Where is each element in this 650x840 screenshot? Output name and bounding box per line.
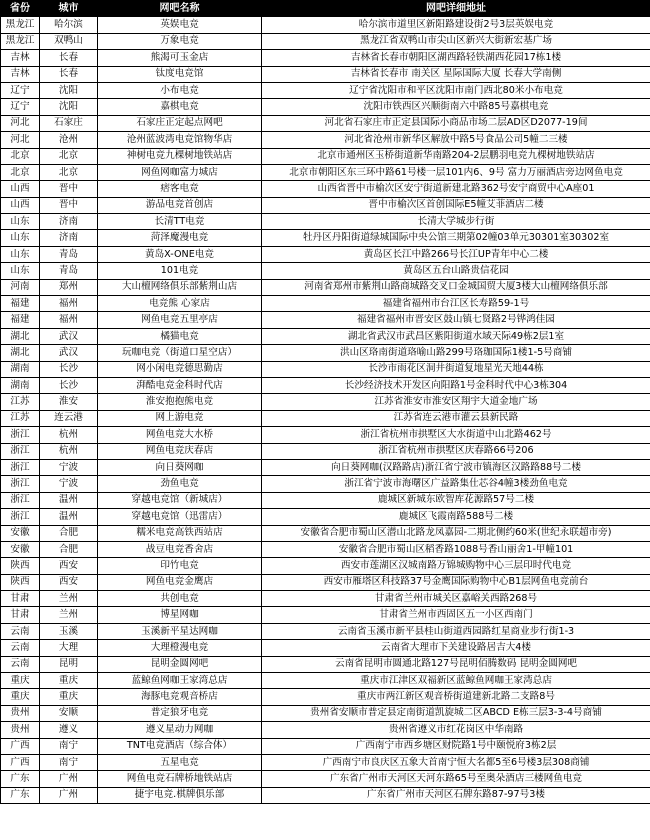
cell-name: 向日葵网咖 [98, 459, 262, 475]
cell-address: 广西南宁市西乡塘区财院路1号中颐悦府3栋2层 [262, 738, 650, 754]
cell-address: 河南省郑州市紫荆山路商城路交叉口金城国贸大厦3楼大山檀网络俱乐部 [262, 279, 650, 295]
cell-city: 连云港 [40, 410, 98, 426]
cell-province: 北京 [1, 148, 40, 164]
table-row [1, 689, 650, 705]
cell-city: 济南 [40, 230, 98, 246]
cell-city: 昆明 [40, 656, 98, 672]
cell-city: 宁波 [40, 476, 98, 492]
cell-city: 沧州 [40, 132, 98, 148]
table-row [1, 197, 650, 213]
cell-province: 安徽 [1, 541, 40, 557]
cell-province: 浙江 [1, 492, 40, 508]
cell-name: 大山檀网络俱乐部紫荆山店 [98, 279, 262, 295]
table-row [1, 525, 650, 541]
table-row [1, 296, 650, 312]
cell-province: 浙江 [1, 509, 40, 525]
cell-province: 浙江 [1, 476, 40, 492]
cell-name: 遵义星动力网咖 [98, 722, 262, 738]
table-row [1, 328, 650, 344]
cell-province: 湖北 [1, 345, 40, 361]
cell-city: 福州 [40, 296, 98, 312]
cell-address: 江苏省连云港市灌云县新民路 [262, 410, 650, 426]
table-row [1, 558, 650, 574]
cell-province: 云南 [1, 623, 40, 639]
table-row [1, 722, 650, 738]
cell-city: 哈尔滨 [40, 17, 98, 33]
cell-name: 101电竞 [98, 263, 262, 279]
cell-city: 福州 [40, 312, 98, 328]
cell-city: 安顺 [40, 705, 98, 721]
cell-name: 黄岛X-ONE电竞 [98, 246, 262, 262]
table-row [1, 705, 650, 721]
cell-city: 重庆 [40, 673, 98, 689]
cell-province: 广东 [1, 787, 40, 803]
cell-city: 晋中 [40, 181, 98, 197]
cell-name: TNT电竞酒店（综合体） [98, 738, 262, 754]
cell-name: 湃酷电竞金科时代店 [98, 377, 262, 393]
cell-province: 湖南 [1, 377, 40, 393]
cell-name: 长清TT电竞 [98, 214, 262, 230]
cell-city: 长春 [40, 66, 98, 82]
table-row [1, 377, 650, 393]
cell-province: 甘肃 [1, 591, 40, 607]
header-province: 省份 [1, 1, 40, 17]
cell-city: 温州 [40, 492, 98, 508]
cell-province: 山东 [1, 246, 40, 262]
cell-address: 长沙市雨花区洞井街道复地星光天地44栋 [262, 361, 650, 377]
cell-city: 沈阳 [40, 82, 98, 98]
table-row [1, 17, 650, 33]
table-row [1, 476, 650, 492]
cell-city: 北京 [40, 148, 98, 164]
cell-city: 兰州 [40, 607, 98, 623]
cell-name: 捷宇电竞.棋牌俱乐部 [98, 787, 262, 803]
cell-address: 安徽省合肥市蜀山区稻香路1088号香山丽舍1-甲幢101 [262, 541, 650, 557]
cell-address: 黄岛区五台山路贵信花园 [262, 263, 650, 279]
cell-address: 北京市通州区玉桥街道新华南路204-2层鹏羽电竞九棵树地铁站店 [262, 148, 650, 164]
cell-province: 山东 [1, 263, 40, 279]
cell-city: 南宁 [40, 754, 98, 770]
cell-name: 痞客电竞 [98, 181, 262, 197]
cell-province: 湖北 [1, 328, 40, 344]
cell-name: 网鱼电竞金鹰店 [98, 574, 262, 590]
cell-address: 长沙经济技术开发区向阳路1号金科时代中心3栋304 [262, 377, 650, 393]
table-row [1, 214, 650, 230]
cell-address: 贵州省安顺市普定县定南街道凯旋城二区ABCD E栋三层3-3-4号商铺 [262, 705, 650, 721]
cell-city: 遵义 [40, 722, 98, 738]
header-address: 网吧详细地址 [262, 1, 650, 17]
cell-address: 河北省沧州市新华区解放中路5号食品公司5幢二三楼 [262, 132, 650, 148]
cell-name: 网鱼电竞五里亭店 [98, 312, 262, 328]
table-row [1, 656, 650, 672]
cell-province: 河北 [1, 132, 40, 148]
cell-name: 糯米电竞高铁西站店 [98, 525, 262, 541]
table-row [1, 738, 650, 754]
table-row [1, 50, 650, 66]
table-row [1, 410, 650, 426]
table-row [1, 591, 650, 607]
cell-province: 河北 [1, 115, 40, 131]
cell-address: 安徽省合肥市蜀山区潜山北路龙凤嘉园-二期北侧约60米(世纪永联超市旁) [262, 525, 650, 541]
table-row [1, 181, 650, 197]
cell-province: 山西 [1, 197, 40, 213]
cell-city: 长沙 [40, 377, 98, 393]
cell-city: 长春 [40, 50, 98, 66]
cell-name: 电竞熊 心家店 [98, 296, 262, 312]
cell-city: 大理 [40, 640, 98, 656]
cell-province: 浙江 [1, 427, 40, 443]
cell-address: 福建省福州市晋安区鼓山镇七贤路2号铧鸿佳园 [262, 312, 650, 328]
cell-city: 宁波 [40, 459, 98, 475]
table-row [1, 771, 650, 787]
cell-city: 西安 [40, 574, 98, 590]
cell-address: 广西南宁市良庆区五象大首南宁恒大名都5至6号楼3层308商铺 [262, 754, 650, 770]
table-row [1, 148, 650, 164]
cell-province: 安徽 [1, 525, 40, 541]
cell-province: 广西 [1, 754, 40, 770]
cell-address: 云南省大理市下关建设路居吉大4楼 [262, 640, 650, 656]
cell-name: 淮安抱抱熊电竞 [98, 394, 262, 410]
cell-province: 黑龙江 [1, 33, 40, 49]
table-row [1, 99, 650, 115]
cell-address: 重庆市江津区双福新区蓝鲸鱼网咖王家湾总店 [262, 673, 650, 689]
table-row [1, 230, 650, 246]
cell-name: 游品电竞首创店 [98, 197, 262, 213]
cell-address: 河北省石家庄市正定县国际小商品市场二层AD区D2077-19间 [262, 115, 650, 131]
cell-name: 博星网咖 [98, 607, 262, 623]
cell-province: 福建 [1, 312, 40, 328]
table-row [1, 164, 650, 180]
cell-city: 重庆 [40, 689, 98, 705]
cell-province: 湖南 [1, 361, 40, 377]
cell-city: 沈阳 [40, 99, 98, 115]
header-city: 城市 [40, 1, 98, 17]
cell-province: 黑龙江 [1, 17, 40, 33]
cell-address: 吉林省长春市朝阳区湖西路轻铁湖西花园17栋1楼 [262, 50, 650, 66]
cell-province: 北京 [1, 164, 40, 180]
cell-address: 山西省晋中市榆次区安宁街道新建北路362号安宁商贸中心A座01 [262, 181, 650, 197]
table-row [1, 132, 650, 148]
cell-address: 吉林省长春市 南关区 星际国际大厦 长春大学南侧 [262, 66, 650, 82]
cell-name: 熊渴可玉金店 [98, 50, 262, 66]
table-row [1, 607, 650, 623]
cell-address: 福建省福州市台江区长寿路59-1号 [262, 296, 650, 312]
cell-city: 武汉 [40, 328, 98, 344]
cell-city: 淮安 [40, 394, 98, 410]
table-row [1, 279, 650, 295]
cell-province: 广西 [1, 738, 40, 754]
cell-name: 网鱼电竞庆春店 [98, 443, 262, 459]
cell-name: 玉溪新平星达网咖 [98, 623, 262, 639]
cell-name: 小布电竞 [98, 82, 262, 98]
table-row [1, 246, 650, 262]
table-row [1, 263, 650, 279]
cell-name: 共创电竞 [98, 591, 262, 607]
cell-city: 兰州 [40, 591, 98, 607]
cell-city: 广州 [40, 787, 98, 803]
cell-province: 辽宁 [1, 82, 40, 98]
cell-province: 云南 [1, 640, 40, 656]
cell-name: 五星电竞 [98, 754, 262, 770]
cell-address: 黑龙江省双鸭山市尖山区新兴大街新宏基广场 [262, 33, 650, 49]
cell-address: 鹿城区新城东欧智库花源路57号二楼 [262, 492, 650, 508]
cell-name: 钛度电竞馆 [98, 66, 262, 82]
table-row [1, 33, 650, 49]
cell-address: 广东省广州市天河区石牌东路87-97号3楼 [262, 787, 650, 803]
cell-name: 英娱电竞 [98, 17, 262, 33]
cell-province: 陕西 [1, 558, 40, 574]
cell-name: 昆明金圆网吧 [98, 656, 262, 672]
cell-city: 北京 [40, 164, 98, 180]
cell-address: 洪山区珞南街道珞喻山路299号珞珈国际1楼1-5号商铺 [262, 345, 650, 361]
table-row [1, 115, 650, 131]
table-row [1, 673, 650, 689]
cell-province: 重庆 [1, 689, 40, 705]
table-row [1, 574, 650, 590]
table-row [1, 754, 650, 770]
cell-address: 江苏省淮安市淮安区翔宇大道金地广场 [262, 394, 650, 410]
cell-city: 武汉 [40, 345, 98, 361]
cell-name: 神树电竞九棵树地铁站店 [98, 148, 262, 164]
cell-address: 贵州省遵义市红花岗区中华南路 [262, 722, 650, 738]
cell-name: 普定狼牙电竞 [98, 705, 262, 721]
cell-name: 穿越电竞馆（迅雷店） [98, 509, 262, 525]
cell-name: 网小闲电竞德思勤店 [98, 361, 262, 377]
cell-province: 云南 [1, 656, 40, 672]
cell-city: 双鸭山 [40, 33, 98, 49]
cell-name: 石家庄正定起点网吧 [98, 115, 262, 131]
cell-city: 合肥 [40, 541, 98, 557]
cell-province: 贵州 [1, 722, 40, 738]
cell-address: 云南省昆明市圆通北路127号昆明佰腾数码 昆明金圆网吧 [262, 656, 650, 672]
cell-address: 向日葵网咖(汉路路店)浙江省宁波市镇海区汉路路88号二楼 [262, 459, 650, 475]
cell-name: 橘猫电竞 [98, 328, 262, 344]
table-row [1, 394, 650, 410]
cell-city: 青岛 [40, 246, 98, 262]
cell-address: 辽宁省沈阳市和平区沈阳市南门西北80米小布电竞 [262, 82, 650, 98]
cell-province: 广东 [1, 771, 40, 787]
cell-address: 浙江省杭州市拱墅区大水街道中山北路462号 [262, 427, 650, 443]
cell-name: 玩咖电竞（街道口星空店） [98, 345, 262, 361]
cell-province: 吉林 [1, 50, 40, 66]
table-body [1, 17, 650, 804]
table-row [1, 361, 650, 377]
cell-city: 杭州 [40, 443, 98, 459]
table-row [1, 640, 650, 656]
cell-name: 大理橙漫电竞 [98, 640, 262, 656]
cell-name: 蓝鲸鱼网咖王家湾总店 [98, 673, 262, 689]
cell-province: 江苏 [1, 410, 40, 426]
table-row [1, 509, 650, 525]
table-row [1, 541, 650, 557]
cell-address: 沈阳市铁西区兴顺街南六中路85号嘉棋电竞 [262, 99, 650, 115]
table-row [1, 492, 650, 508]
cell-city: 广州 [40, 771, 98, 787]
cell-province: 陕西 [1, 574, 40, 590]
cell-name: 劲鱼电竞 [98, 476, 262, 492]
cell-address: 西安市雁塔区科技路37号金鹰国际购物中心B1层网鱼电竞前台 [262, 574, 650, 590]
cell-name: 网上游电竞 [98, 410, 262, 426]
cell-province: 浙江 [1, 459, 40, 475]
cell-address: 长清大学城步行街 [262, 214, 650, 230]
cell-city: 石家庄 [40, 115, 98, 131]
table-row [1, 443, 650, 459]
cell-address: 浙江省宁波市海曙区广益路集仕芯谷4幢3楼劲鱼电竞 [262, 476, 650, 492]
cell-address: 哈尔滨市道里区新阳路建设街2号3层英娱电竞 [262, 17, 650, 33]
cell-city: 西安 [40, 558, 98, 574]
table-row [1, 459, 650, 475]
cell-name: 万象电竞 [98, 33, 262, 49]
cell-city: 青岛 [40, 263, 98, 279]
cell-city: 济南 [40, 214, 98, 230]
cell-province: 山东 [1, 214, 40, 230]
cell-name: 网鱼电竞石牌桥地铁站店 [98, 771, 262, 787]
cell-address: 云南省玉溪市新平县桂山街道西园路红星商业步行街1-3 [262, 623, 650, 639]
table-row [1, 312, 650, 328]
cell-name: 网鱼电竞大水桥 [98, 427, 262, 443]
cell-address: 甘肃省兰州市西固区五一小区西南门 [262, 607, 650, 623]
cell-province: 山东 [1, 230, 40, 246]
cell-province: 山西 [1, 181, 40, 197]
table-header-row [1, 1, 650, 17]
table-row [1, 623, 650, 639]
cell-address: 湖北省武汉市武昌区紫阳街道水域天际49栋2层1室 [262, 328, 650, 344]
cell-name: 嘉棋电竞 [98, 99, 262, 115]
cell-name: 印竹电竞 [98, 558, 262, 574]
cell-name: 网鱼网咖富力城店 [98, 164, 262, 180]
cell-city: 郑州 [40, 279, 98, 295]
cell-city: 南宁 [40, 738, 98, 754]
cell-name: 菏泽魔漫电竞 [98, 230, 262, 246]
cell-province: 辽宁 [1, 99, 40, 115]
header-name: 网吧名称 [98, 1, 262, 17]
cell-city: 晋中 [40, 197, 98, 213]
cell-name: 沧州蓝波湾电竞馆物华店 [98, 132, 262, 148]
cell-address: 北京市朝阳区东三环中路61号楼一层101内6、9号 富力万丽酒店旁边网鱼电竞 [262, 164, 650, 180]
cell-province: 河南 [1, 279, 40, 295]
cell-province: 江苏 [1, 394, 40, 410]
cell-city: 玉溪 [40, 623, 98, 639]
table-row [1, 66, 650, 82]
cell-province: 贵州 [1, 705, 40, 721]
table-row [1, 427, 650, 443]
cell-province: 吉林 [1, 66, 40, 82]
cell-name: 战豆电竞香舍店 [98, 541, 262, 557]
cell-name: 海豚电竞观音桥店 [98, 689, 262, 705]
cell-province: 甘肃 [1, 607, 40, 623]
cell-address: 重庆市两江新区观音桥街道建新北路二支路8号 [262, 689, 650, 705]
cell-address: 晋中市榆次区首创国际E5幢艾菲酒店二楼 [262, 197, 650, 213]
cell-address: 牡丹区丹阳街道绿城国际中央公馆三期第02幢03单元30301室30302室 [262, 230, 650, 246]
cell-province: 浙江 [1, 443, 40, 459]
table-row [1, 345, 650, 361]
cell-address: 西安市莲湖区汉城南路万锦城购物中心三层印时代电竞 [262, 558, 650, 574]
table-row [1, 82, 650, 98]
cell-address: 浙江省杭州市拱墅区庆春路66号206 [262, 443, 650, 459]
cell-address: 甘肃省兰州市城关区嘉峪关西路268号 [262, 591, 650, 607]
cell-city: 长沙 [40, 361, 98, 377]
cell-province: 重庆 [1, 673, 40, 689]
cell-address: 黄岛区长江中路266号长江UP青年中心二楼 [262, 246, 650, 262]
cell-city: 杭州 [40, 427, 98, 443]
cell-city: 合肥 [40, 525, 98, 541]
cell-address: 广东省广州市天河区天河东路65号至奥朵酒店三楼网鱼电竞 [262, 771, 650, 787]
cell-address: 鹿城区飞霞南路588号二楼 [262, 509, 650, 525]
table-row [1, 787, 650, 803]
cell-name: 穿越电竞馆（新城店） [98, 492, 262, 508]
cell-city: 温州 [40, 509, 98, 525]
cell-province: 福建 [1, 296, 40, 312]
